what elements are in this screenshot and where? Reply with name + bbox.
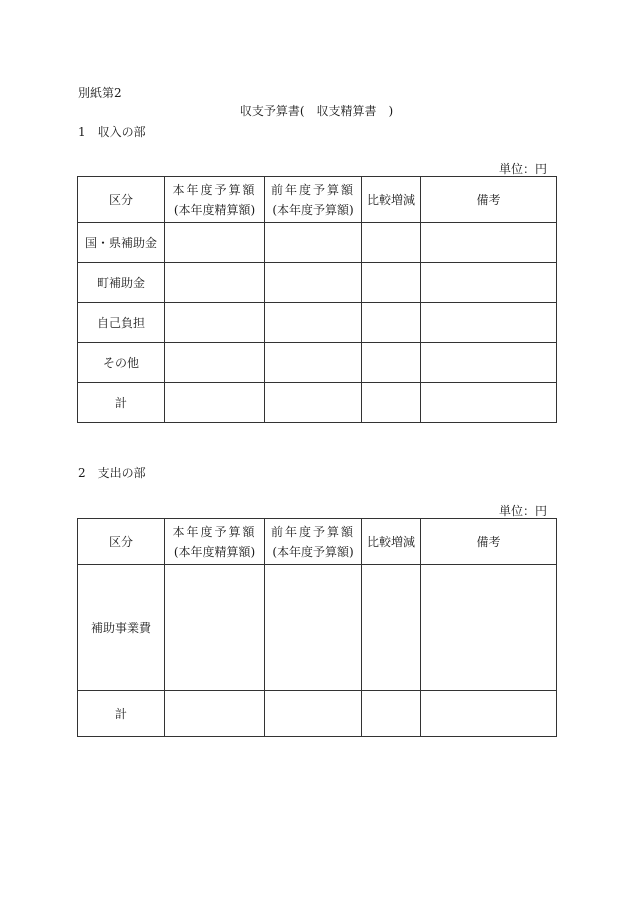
this-year-cell[interactable] — [165, 343, 265, 383]
table-row — [78, 223, 557, 263]
prev-year-cell[interactable] — [265, 565, 362, 691]
row-label: 国・県補助金 — [78, 223, 165, 263]
table-row — [78, 263, 557, 303]
row-label: 補助事業費 — [78, 565, 165, 691]
this-year-cell[interactable] — [165, 303, 265, 343]
prev-year-cell[interactable] — [265, 223, 362, 263]
prev-year-cell[interactable] — [265, 383, 362, 423]
col-remarks-header: 備考 — [421, 519, 557, 565]
diff-cell[interactable] — [362, 383, 421, 423]
income-header-row — [78, 177, 557, 223]
row-label: その他 — [78, 343, 165, 383]
expense-header-row — [78, 519, 557, 565]
this-year-cell[interactable] — [165, 383, 265, 423]
col-prev-year-header — [265, 519, 362, 565]
document-title — [0, 102, 630, 119]
remarks-cell[interactable] — [421, 303, 557, 343]
row-label: 計 — [78, 383, 165, 423]
remarks-cell[interactable] — [421, 691, 557, 737]
diff-cell[interactable] — [362, 223, 421, 263]
col-this-year-line2: (本年度精算額) — [173, 202, 256, 217]
table-row — [78, 343, 557, 383]
col-this-year-line1: 本年度予算額 — [172, 182, 257, 197]
expense-table — [77, 518, 557, 737]
col-remarks-header: 備考 — [421, 177, 557, 223]
income-section-heading: 1 収入の部 — [78, 125, 146, 139]
col-prev-year-line1: 前年度予算額 — [270, 182, 355, 197]
this-year-cell[interactable] — [165, 223, 265, 263]
remarks-cell[interactable] — [421, 383, 557, 423]
income-unit-label: 単位：円 — [498, 162, 547, 176]
table-row — [78, 303, 557, 343]
remarks-cell[interactable] — [421, 263, 557, 303]
row-label: 町補助金 — [78, 263, 165, 303]
col-prev-year-line1: 前年度予算額 — [270, 524, 355, 539]
attachment-label: 別紙第2 — [78, 86, 122, 100]
row-label: 計 — [78, 691, 165, 737]
diff-cell[interactable] — [362, 263, 421, 303]
income-table — [77, 176, 557, 423]
col-prev-year-line2: (本年度予算額) — [272, 202, 354, 217]
remarks-cell[interactable] — [421, 565, 557, 691]
col-category-header: 区分 — [78, 177, 165, 223]
table-row — [78, 565, 557, 691]
table-row-total — [78, 691, 557, 737]
col-this-year-line1: 本年度予算額 — [172, 524, 257, 539]
col-this-year-line2: (本年度精算額) — [173, 544, 256, 559]
diff-cell[interactable] — [362, 343, 421, 383]
prev-year-cell[interactable] — [265, 303, 362, 343]
this-year-cell[interactable] — [165, 691, 265, 737]
this-year-cell[interactable] — [165, 263, 265, 303]
expense-section-heading: 2 支出の部 — [78, 466, 146, 480]
document-title-text: 収支予算書( 収支精算書 ) — [239, 104, 394, 118]
col-prev-year-header — [265, 177, 362, 223]
col-prev-year-line2: (本年度予算額) — [272, 544, 354, 559]
row-label: 自己負担 — [78, 303, 165, 343]
col-this-year-header — [165, 177, 265, 223]
diff-cell[interactable] — [362, 565, 421, 691]
remarks-cell[interactable] — [421, 343, 557, 383]
diff-cell[interactable] — [362, 691, 421, 737]
expense-unit-label: 単位：円 — [498, 504, 547, 518]
prev-year-cell[interactable] — [265, 263, 362, 303]
col-this-year-header — [165, 519, 265, 565]
table-row-total — [78, 383, 557, 423]
col-diff-header: 比較増減 — [362, 519, 421, 565]
diff-cell[interactable] — [362, 303, 421, 343]
col-diff-header: 比較増減 — [362, 177, 421, 223]
prev-year-cell[interactable] — [265, 343, 362, 383]
remarks-cell[interactable] — [421, 223, 557, 263]
prev-year-cell[interactable] — [265, 691, 362, 737]
col-category-header: 区分 — [78, 519, 165, 565]
this-year-cell[interactable] — [165, 565, 265, 691]
